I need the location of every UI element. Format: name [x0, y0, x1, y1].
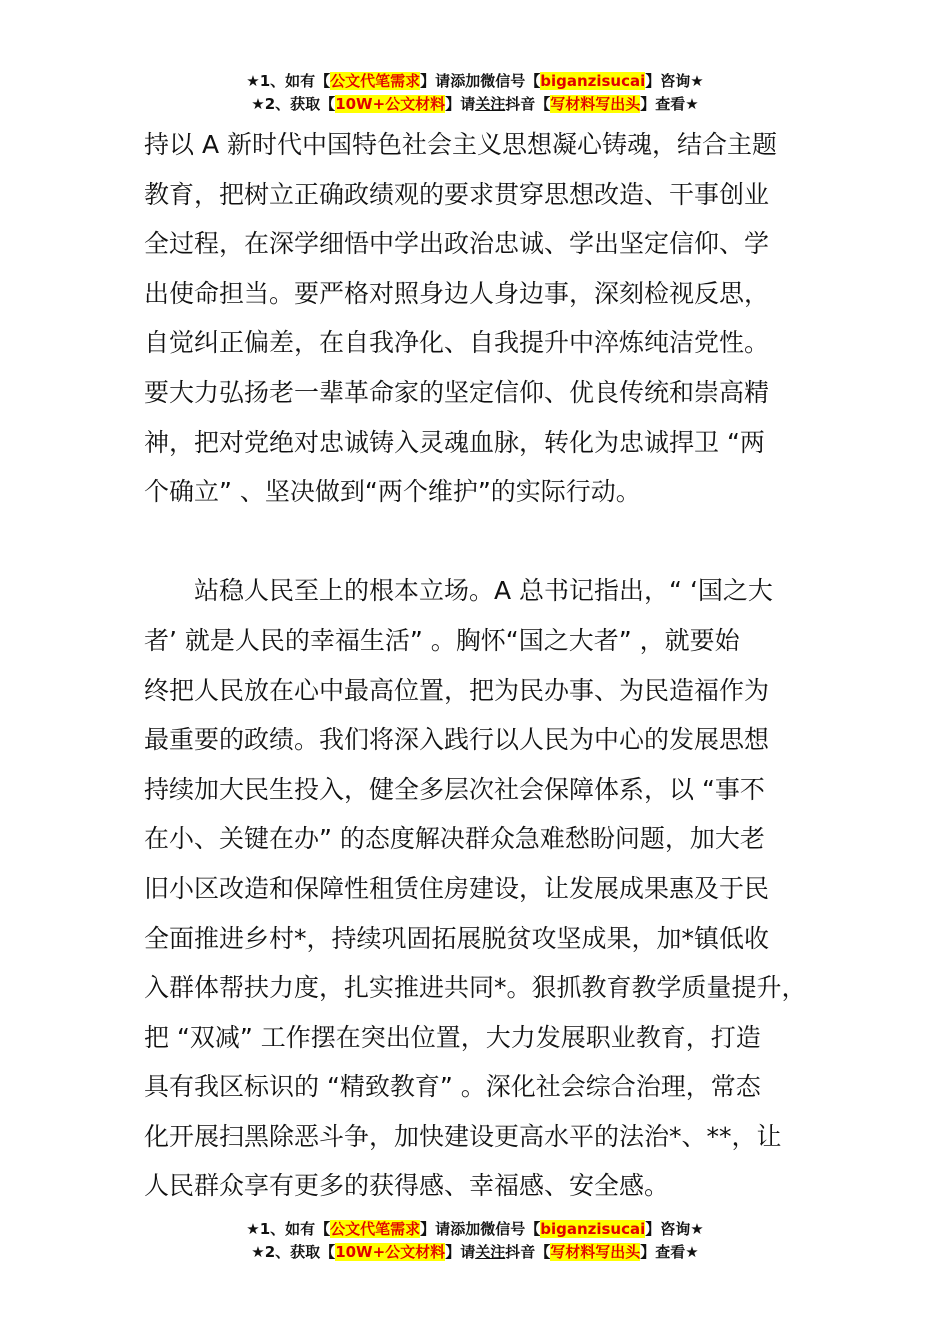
banner-highlight-materials: 10W+公文材料 [335, 95, 446, 113]
document-body [144, 120, 834, 1211]
banner-line-2: ★2、获取【10W+公文材料】请关注抖音【写材料写出头】查看★ [251, 1243, 699, 1261]
banner-line-1: ★1、如有【公文代笔需求】请添加微信号【biganzisucai】咨询★ [246, 1220, 704, 1238]
banner-highlight-douyin: 写材料写出头 [550, 95, 641, 113]
banner-highlight-materials: 10W+公文材料 [335, 1243, 446, 1261]
banner-highlight-wechat-id: biganzisucai [540, 1220, 646, 1238]
banner-line-1: ★1、如有【公文代笔需求】请添加微信号【biganzisucai】咨询★ [246, 72, 704, 90]
paragraph-gap [144, 517, 834, 567]
paragraph-1: 持以 A 新时代中国特色社会主义思想凝心铸魂，结合主题 教育，把树立正确政绩观的要求贯穿思想改造、干事创业 全过程，在深学细悟中学出政治忠诚、学出坚定信仰、学 出使命担当。要严格对照身边人身边事，深刻检视反思， 自觉纠正偏差，在自我净化、自我提升中淬炼纯洁党性。 要大力弘扬老一辈革命家的坚定信仰、优良传统和崇高精 神，把对党绝对忠诚铸入灵魂血脉，转化为忠诚捍卫 “两 个确立” 、坚决做到“两个维护”的实际行动。 [144, 130, 777, 507]
paragraph-2: 站稳人民至上的根本立场。A 总书记指出，“ ‘国之大 者’ 就是人民的幸福生活” 。胸怀“国之大者” ，就要始 终把人民放在心中最高位置，把为民办事、为民造福作为 最重要的政绩。我们将深入践行以人民为中心的发展思想 持续加大民生投入，健全多层次社会保障体系，以 “事不 在小、关键在办” 的态度解决群众急难愁盼问题，加大老 旧小区改造和保障性租赁住房建设，让发展成果惠及于民 全面推进乡村*，持续巩固拓展脱贫攻坚成果，加*镇低收 入群体帮扶力度，扎实推进共同*。狠抓教育教学质量提升， 把 “双减” 工作摆在突出位置，大力发展职业教育，打造 具有我区标识的 “精致教育” 。深化社会综合治理，常态 化开展扫黑除恶斗争，加快建设更高水平的法治*、**，让 人民群众享有更多的获得感、幸福感、安全感。 [144, 576, 807, 1201]
banner-highlight-wechat-id: biganzisucai [540, 72, 646, 90]
banner-highlight-service: 公文代笔需求 [330, 1220, 421, 1238]
banner-highlight-douyin: 写材料写出头 [550, 1243, 641, 1261]
banner-highlight-service: 公文代笔需求 [330, 72, 421, 90]
banner-line-2: ★2、获取【10W+公文材料】请关注抖音【写材料写出头】查看★ [251, 95, 699, 113]
footer-banner [0, 1218, 950, 1264]
header-banner [0, 70, 950, 116]
